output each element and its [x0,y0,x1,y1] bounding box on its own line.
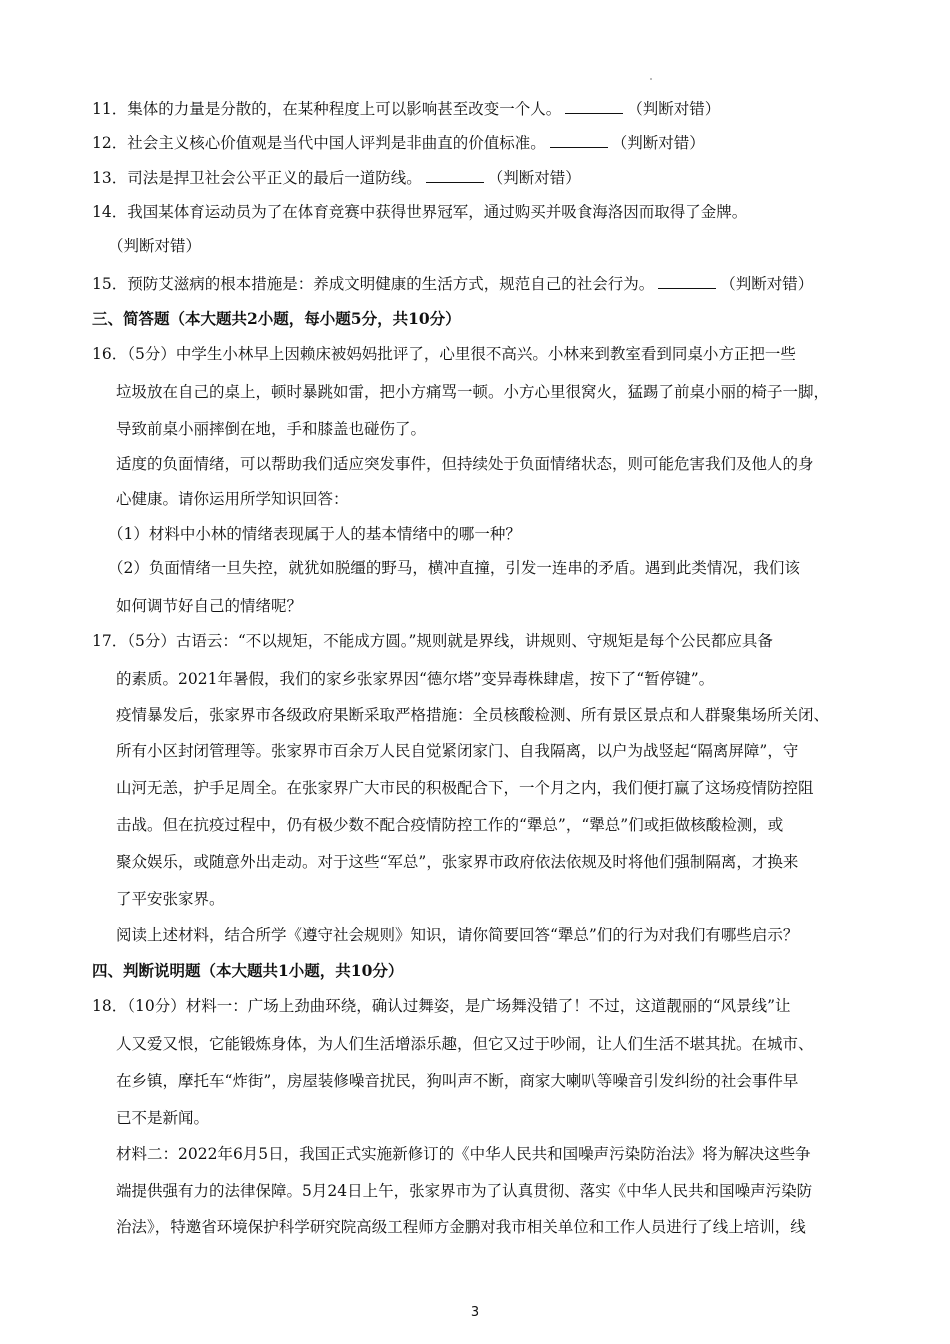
question-17-line: 17．（5分）古语云：“不以规矩，不能成方圆。”规则就是界线，讲规则、守规矩是每个公民都应具备 [92,632,773,650]
answer-blank [426,168,484,183]
question-17-prompt: 阅读上述材料，结合所学《遵守社会规则》知识，请你简要回答“犟总”们的行为对我们有哪些启示？ [116,926,799,944]
question-17-line: 山河无恙，护手足周全。在张家界广大市民的积极配合下，一个月之内，我们便打赢了这场疫情防控阻 [116,779,814,797]
question-17-line: 击战。但在抗疫过程中，仍有极少数不配合疫情防控工作的“犟总”，“犟总”们或拒做核酸检测，或 [116,816,784,834]
question-18-line: 18．（10分）材料一：广场上劲曲环绕，确认过舞姿，是广场舞没错了！不过，这道靓丽的“风景线”让 [92,997,791,1015]
question-16-line: 16．（5分）中学生小林早上因赖床被妈妈批评了，心里很不高兴。小林来到教室看到同桌小方正把一些 [92,345,796,363]
answer-blank [550,133,608,148]
page-speck [650,78,652,80]
question-16-line: 心健康。请你运用所学知识回答： [116,490,349,508]
question-16-line: 适度的负面情绪，可以帮助我们适应突发事件，但持续处于负面情绪状态，则可能危害我们及他人的身 [116,455,814,473]
question-18-line: 治法》，特邀省环境保护科学研究院高级工程师方金鹏对我市相关单位和工作人员进行了线上培训，线 [116,1218,806,1236]
question-16-sub-2: （2）负面情绪一旦失控，就犹如脱缰的野马，横冲直撞，引发一连串的矛盾。遇到此类情况，我们该 [108,559,800,577]
question-17-line: 的素质。2021年暑假，我们的家乡张家界因“德尔塔”变异毒株肆虐，按下了“暂停键”。 [116,670,715,688]
answer-blank [565,99,623,114]
question-16-line: 垃圾放在自己的桌上，顿时暴跳如雷，把小方痛骂一顿。小方心里很窝火，猛踢了前桌小丽的椅子一脚， [116,383,830,401]
question-18-line: 材料二：2022年6月5日，我国正式实施新修订的《中华人民共和国噪声污染防治法》将为解决这些争 [116,1145,811,1163]
question-18-line: 在乡镇，摩托车“炸街”，房屋装修噪音扰民，狗叫声不断，商家大喇叭等噪音引发纠纷的社会事件早 [116,1072,799,1090]
question-11: 11．集体的力量是分散的，在某种程度上可以影响甚至改变一个人。 （判断对错） [92,100,721,118]
question-17-line: 疫情暴发后，张家界市各级政府果断采取严格措施：全员核酸检测、所有景区景点和人群聚集场所关闭、 [116,706,830,724]
answer-blank [658,274,716,289]
section-heading-4: 四、判断说明题（本大题共1小题，共10分） [92,961,404,980]
question-13: 13．司法是捍卫社会公平正义的最后一道防线。 （判断对错） [92,169,581,187]
question-17-line: 聚众娱乐，或随意外出走动。对于这些“军总”，张家界市政府依法依规及时将他们强制隔离，才换来 [116,853,799,871]
question-16-line: 导致前桌小丽摔倒在地，手和膝盖也碰伤了。 [116,420,427,438]
question-16-sub-2-cont: 如何调节好自己的情绪呢？ [116,597,303,615]
question-15: 15．预防艾滋病的根本措施是：养成文明健康的生活方式，规范自己的社会行为。 （判断对错） [92,275,814,293]
question-18-line: 人又爱又恨，它能锻炼身体，为人们生活增添乐趣，但它又过于吵闹，让人们生活不堪其扰。在城市、 [116,1035,814,1053]
question-17-line: 所有小区封闭管理等。张家界市百余万人民自觉紧闭家门、自我隔离，以户为战竖起“隔离屏障”，守 [116,742,799,760]
question-18-line: 已不是新闻。 [116,1109,210,1127]
question-14: 14．我国某体育运动员为了在体育竞赛中获得世界冠军，通过购买并吸食海洛因而取得了金牌。 [92,203,748,221]
question-18-line: 端提供强有力的法律保障。5月24日上午，张家界市为了认真贯彻、落实《中华人民共和国噪声污染防 [116,1182,813,1200]
question-16-sub-1: （1）材料中小林的情绪表现属于人的基本情绪中的哪一种？ [108,525,521,543]
section-heading-3: 三、简答题（本大题共2小题，每小题5分，共10分） [92,309,461,328]
question-14-suffix: （判断对错） [108,237,202,255]
page-number: 3 [470,1305,480,1320]
question-17-line: 了平安张家界。 [116,890,225,908]
question-12: 12．社会主义核心价值观是当代中国人评判是非曲直的价值标准。 （判断对错） [92,134,705,152]
